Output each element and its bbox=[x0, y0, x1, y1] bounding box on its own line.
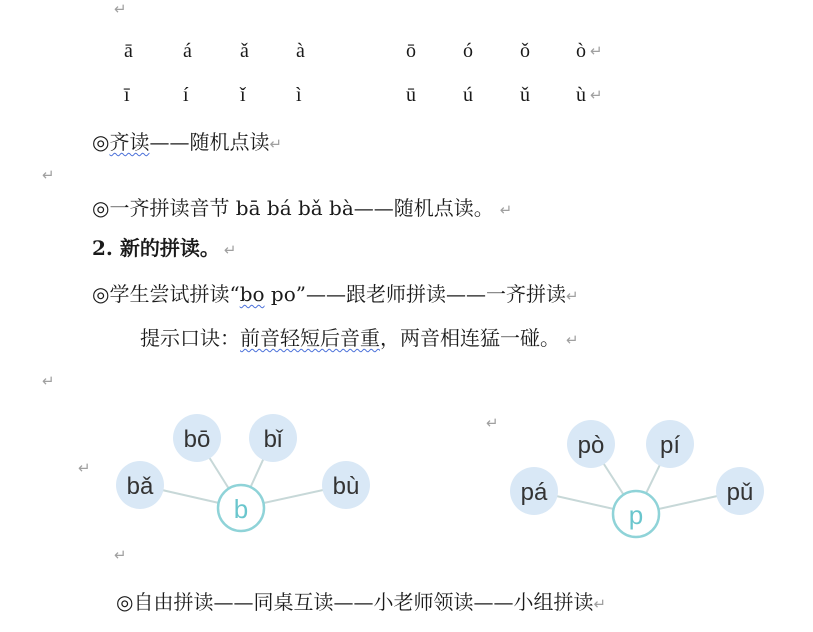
tone-letter: ǔ bbox=[520, 84, 530, 106]
center-label: p bbox=[628, 500, 644, 530]
underlined-text: bo bbox=[239, 282, 265, 306]
syllable-label: pí bbox=[659, 432, 681, 459]
paragraph-mark: ↵ bbox=[269, 135, 283, 153]
tone-letter: ī bbox=[124, 84, 130, 106]
tone-letter: ǒ bbox=[520, 40, 530, 62]
paragraph-mark: ↵ bbox=[593, 595, 607, 613]
underlined-text: 前音轻短后音重 bbox=[240, 326, 380, 350]
paragraph-mark: ↵ bbox=[42, 372, 55, 390]
bullet-mark: ◎ bbox=[92, 130, 110, 154]
paragraph-mark: ↵ bbox=[78, 459, 91, 477]
tone-letter: ú bbox=[463, 84, 473, 106]
paragraph-mark: ↵ bbox=[566, 331, 579, 349]
heading-text: 2. 新的拼读。 bbox=[92, 236, 220, 260]
line-text: ◎一齐拼读音节 bā bá bǎ bà——随机点读。 bbox=[92, 196, 494, 220]
tone-letter: ǐ bbox=[240, 84, 246, 106]
paragraph-mark: ↵ bbox=[590, 42, 603, 60]
tone-letter: ì bbox=[296, 84, 302, 106]
line-text: ——随机点读 bbox=[149, 130, 270, 154]
paragraph-mark: ↵ bbox=[42, 166, 55, 184]
syllable-label: pá bbox=[520, 479, 548, 506]
text-line-1 bbox=[92, 126, 282, 155]
tone-letter: ó bbox=[463, 40, 473, 62]
syllable-label: bù bbox=[332, 473, 360, 500]
bubble-bo bbox=[173, 414, 221, 462]
bubble-pu bbox=[716, 467, 764, 515]
syllable-label: pò bbox=[577, 432, 605, 459]
syllable-diagram-p bbox=[496, 412, 778, 546]
text-line-2 bbox=[92, 192, 512, 221]
line-text: po”——跟老师拼读——一齐拼读 bbox=[264, 282, 566, 306]
syllable-label: bǐ bbox=[263, 426, 283, 453]
paragraph-mark: ↵ bbox=[499, 201, 513, 219]
tone-letter: ō bbox=[406, 40, 416, 62]
paragraph-mark: ↵ bbox=[486, 414, 499, 432]
text-line-4 bbox=[92, 278, 579, 307]
tone-letter: á bbox=[183, 40, 192, 62]
center-letter-p bbox=[613, 491, 659, 537]
tone-letter: à bbox=[296, 40, 305, 62]
syllable-label: pǔ bbox=[726, 479, 754, 506]
bubble-pa bbox=[510, 467, 558, 515]
underlined-text: 齐读 bbox=[109, 130, 150, 154]
paragraph-mark: ↵ bbox=[565, 287, 579, 305]
text-line-6 bbox=[116, 586, 606, 615]
paragraph-mark: ↵ bbox=[590, 86, 603, 104]
bubble-po bbox=[567, 420, 615, 468]
paragraph-mark: ↵ bbox=[223, 241, 237, 259]
paragraph-mark: ↵ bbox=[114, 546, 127, 564]
tone-letter: ù bbox=[576, 84, 586, 106]
syllable-diagram-b bbox=[100, 408, 380, 540]
line-text: ，两音相连猛一碰。 bbox=[380, 326, 560, 350]
text-line-5 bbox=[140, 322, 579, 351]
syllable-label: bō bbox=[183, 426, 211, 453]
bubble-bi bbox=[249, 414, 297, 462]
line-text: 提示口诀： bbox=[140, 326, 240, 350]
tone-letter: ā bbox=[124, 40, 133, 62]
bubble-ba bbox=[116, 461, 164, 509]
line-text: ◎自由拼读——同桌互读——小老师领读——小组拼读 bbox=[116, 590, 594, 614]
bubble-bu bbox=[322, 461, 370, 509]
center-label: b bbox=[233, 494, 249, 524]
line-text: ◎学生尝试拼读“ bbox=[92, 282, 240, 306]
tone-letter: ò bbox=[576, 40, 586, 62]
center-letter-b bbox=[218, 485, 264, 531]
bubble-pi bbox=[646, 420, 694, 468]
section-heading bbox=[92, 232, 236, 261]
syllable-label: bǎ bbox=[126, 473, 154, 500]
paragraph-mark: ↵ bbox=[114, 0, 127, 18]
tone-letter: í bbox=[183, 84, 189, 106]
tone-letter: ū bbox=[406, 84, 416, 106]
tone-letter: ǎ bbox=[240, 40, 249, 62]
